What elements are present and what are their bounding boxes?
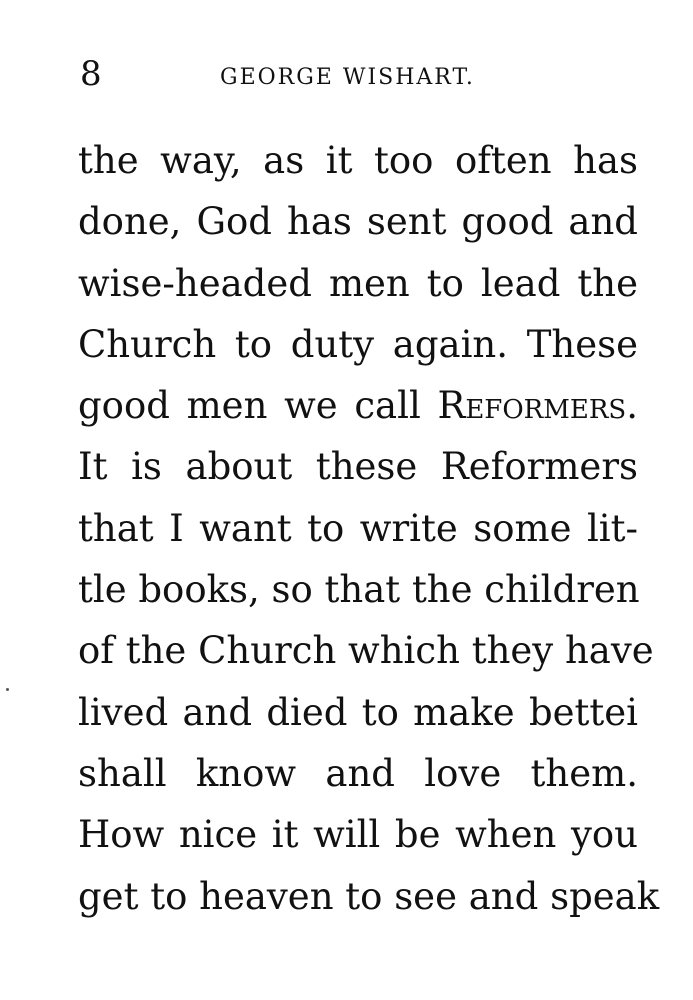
- running-head: GEORGE WISHART.: [220, 65, 475, 90]
- text-line: How nice it will be when you: [78, 813, 638, 857]
- text-line: Church to duty again. These: [78, 322, 638, 366]
- page-number: 8: [80, 54, 102, 94]
- text-line: It is about these Reformers: [78, 445, 638, 489]
- smallcaps-word: Reformers.: [437, 384, 638, 428]
- text-line: good men we call Reformers.: [78, 384, 638, 428]
- body-text: [78, 130, 660, 927]
- text-line: get to heaven to see and speak: [78, 874, 660, 918]
- text-line: lived and died to make bettei: [78, 690, 638, 734]
- text-line: wise-headed men to lead the: [78, 261, 638, 305]
- text-line: the way, as it too often has: [78, 139, 638, 182]
- text-line: done, God has sent good and: [78, 200, 638, 244]
- text-line: of the Church which they have: [78, 629, 654, 673]
- text-line: tle books, so that the children: [78, 568, 640, 612]
- ink-speck: [6, 688, 9, 691]
- text-line: shall know and love them.: [78, 751, 638, 795]
- page-header: [80, 52, 640, 100]
- text-line: that I want to write some lit-: [78, 506, 638, 550]
